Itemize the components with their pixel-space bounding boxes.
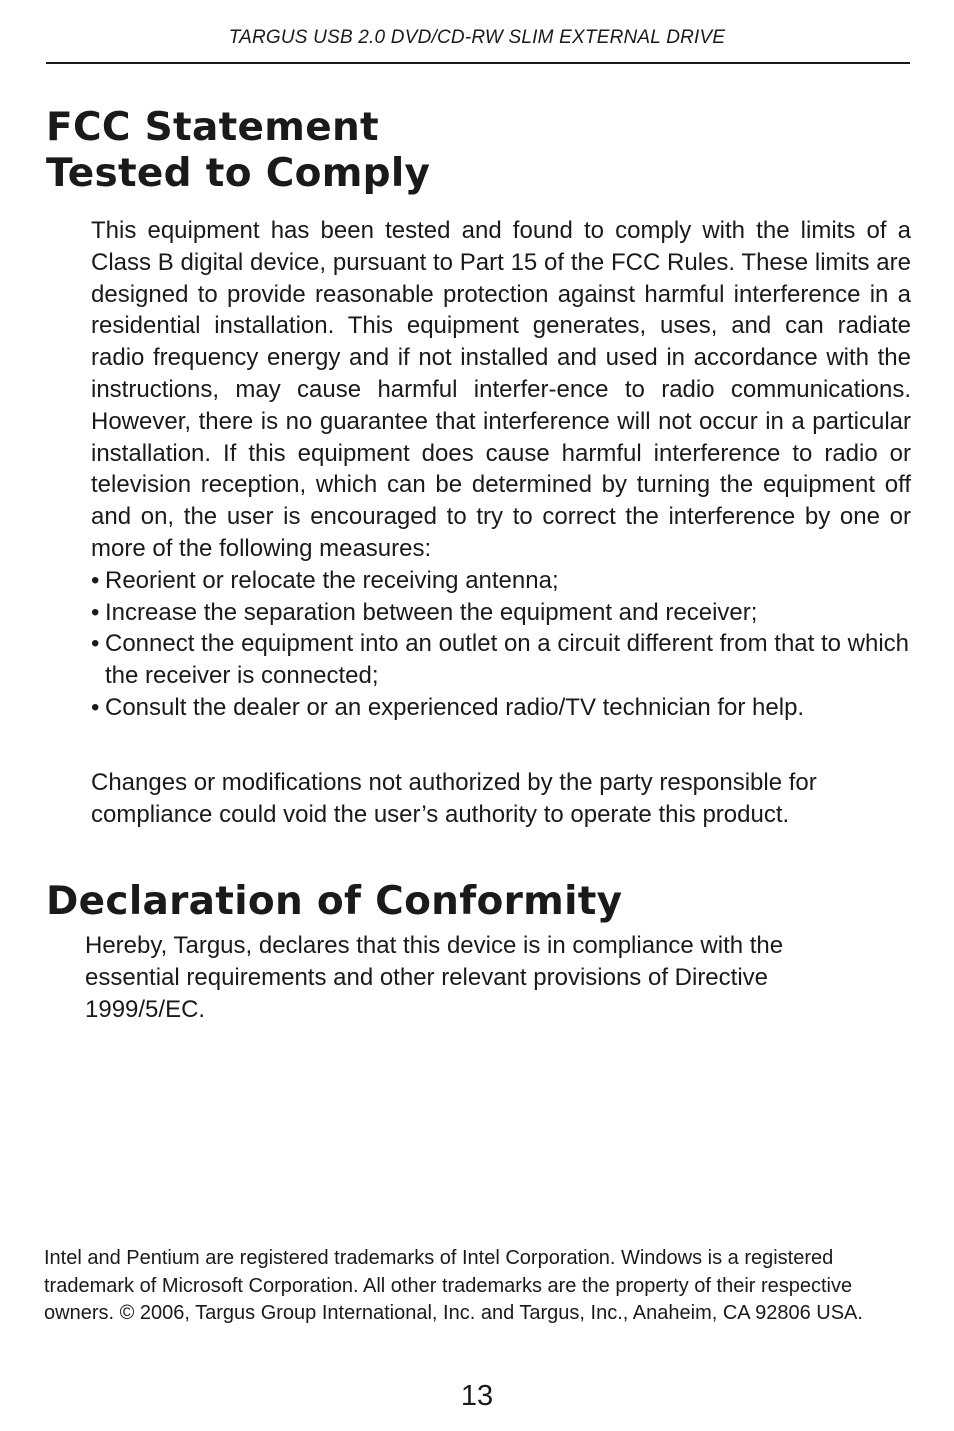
trademark-notice [44, 1245, 914, 1328]
bullet-icon: • [91, 630, 100, 658]
bullet-icon: • [91, 566, 100, 594]
declaration-paragraph: Hereby, Targus, declares that this device is in compliance with the essential requirements and other relevant provisions of Directive 1999/5/EC. [85, 932, 784, 1023]
fcc-compliance-paragraph: This equipment has been tested and found to comply with the limits of a Class B digital device, pursuant to Part 15 of the FCC Rules. These limits are designed to provide reasonable protection against harmful interference in a residential installation. This equipment generates, uses, and can radiate radio frequency energy and if not installed and used in accordance with the instructions, may cause harmful interfer-ence to radio communications. However, there is no guarantee that interference will not occur in a particular installation. If this equipment does cause harmful interference to radio or television reception, which can be determined by turning the equipment off and on, the user is encouraged to try to correct the interference by one or more of the following measures: [91, 217, 911, 562]
measure-text: Increase the separation between the equipment and receiver; [105, 598, 758, 626]
changes-note-text: Changes or modifications not authorized by the party responsible for compliance could void the user’s authority to operate this product. [91, 769, 817, 828]
list-item [91, 628, 921, 692]
trademark-text: Intel and Pentium are registered trademarks of Intel Corporation. Windows is a registered trademark of Microsoft Corporation. All other trademarks are the property of their respective owners. © 2006, Targus Group International, Inc. and Targus, Inc., Anaheim, CA 92806 USA. [44, 1247, 863, 1324]
header-divider [46, 62, 910, 64]
declaration-heading: Declaration of Conformity [46, 879, 623, 924]
fcc-statement-body [91, 215, 911, 724]
list-item [91, 597, 921, 629]
declaration-body [85, 930, 875, 1025]
measure-text: Connect the equipment into an outlet on a circuit different from that to which the receiver is connected; [105, 630, 910, 690]
measure-text: Reorient or relocate the receiving antenna; [105, 566, 559, 594]
bullet-icon: • [91, 598, 100, 626]
bullet-icon: • [91, 693, 100, 721]
fcc-statement-heading [46, 105, 430, 197]
fcc-heading-line-1: FCC Statement [46, 105, 380, 150]
measure-text: Consult the dealer or an experienced radio/TV technician for help. [105, 693, 805, 721]
interference-measures-list [91, 565, 921, 724]
list-item [91, 565, 921, 597]
page-number: 13 [460, 1380, 494, 1412]
list-item [91, 692, 921, 724]
fcc-changes-note [91, 767, 911, 831]
running-header: TARGUS USB 2.0 DVD/CD-RW SLIM EXTERNAL DRIVE [228, 27, 726, 48]
fcc-heading-line-2: Tested to Comply [46, 151, 431, 196]
